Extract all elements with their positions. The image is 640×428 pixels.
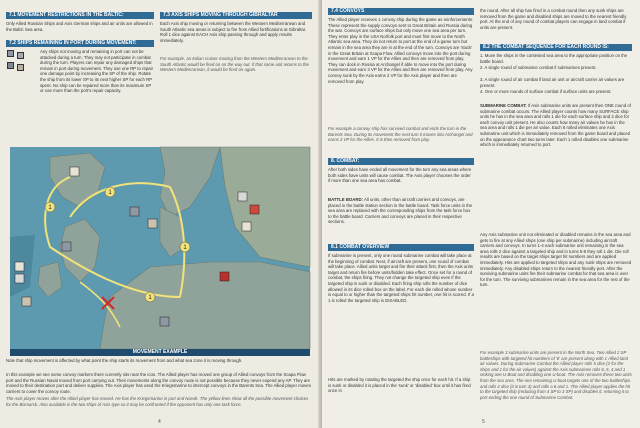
ship-counter <box>17 52 24 59</box>
combat-continued-text: the round. After all ship has fired in a combat round then any sunk ships are removed from the game and disabled ships are moved to the nearest friendly port. At the end of any round of combat players can engage in land combat if units are present. <box>480 8 627 30</box>
ship-counter <box>7 62 14 69</box>
section-8-1-disabled-text: Hits are marked by rotating the targeted the ship once for each hit. If a ship is sunk or disabled it is placed in the 'sunk' or 'disabled' box until it has fired once in <box>328 377 471 394</box>
section-7-1-header: 7.1 MOVEMENT RESTRICTIONS IN THE BALTIC: <box>6 12 154 19</box>
combat-step-3: 3. A single round of air combat if land air unit or aircraft carrier air values are present. <box>480 77 625 88</box>
section-7-4-text: The Allied player receives 1 convoy ship during the game as reinforcements. These represent the supply convoys sent to Great Britain and Russia during the war. Convoys are surface ships but only move one sea area per turn. They enter play in the USA Norfolk port and must first move to the North Atlantic sea area. They do not return to port at the end of a game turn but remain in the sea area they are in at the end of the turn. Convoys are 'stuck' in the Great Britain at Scapa Flow. Allied convoys move into the port during movement and earn 1 VP for the Allies and then are removed from play. They can dock in Russia at Archangel if able to move into the port during movement and earn 3 VP for the Allies and then are removed from play. Any convoy sunk by the Axis earns 2 VP for the Axis player and then are removed from play. <box>328 17 474 84</box>
combat-step-2: 2. A single round of submarine combat if submarines present. <box>480 65 597 70</box>
repair-counter-image <box>7 50 37 74</box>
submarine-example: For example 3 submarine units are present in the North Sea. Two Allied 2 SP battleships with targeted hit numbers of '6' are present along with 1 Allied land air values. During Submarine Combat the Allied player rolls 5 dice (2 for the ships and 1 for the air values) against the Axis submarines rolls 6, 5, 4 and 1 sinking one U-Boat and disabling one U-boat. The Axis removes these two units from the sea area. The one remaining U-boat targets one of the two battleships and rolls 2 dice (it is turn 3) and rolls a 6 and 1. The Allied player applies the hit to the targeted ship (reducing from 4 SP to 3 SP) and disables it, returning it to port ending the one round of Submarine Combat. <box>480 350 632 400</box>
ship-counter <box>7 50 14 57</box>
section-8-2-header: 8.2 THE COMBAT SEQUENCE FOR EACH ROUND IS: <box>480 44 632 51</box>
marker-label: 1 <box>48 205 52 211</box>
section-8-text: After both sides have ended all movement for the turn any sea areas where both sides have units will cause combat. The Axis player chooses the order if more than one sea area has combat. <box>328 167 472 184</box>
map-caption: MOVEMENT EXAMPLE <box>10 349 310 356</box>
submarine-combat-lead: SUBMARINE COMBAT: <box>480 103 527 108</box>
page-number: 5 <box>482 419 485 425</box>
section-8-1-header: 8.1 COMBAT OVERVIEW <box>328 244 474 251</box>
battle-board-text <box>328 197 474 241</box>
right-page <box>322 0 640 428</box>
combat-step-4: 4. One or more rounds of surface combat if surface units are present. <box>480 89 612 94</box>
section-7-4-header: 7.4 CONVOYS <box>328 8 474 15</box>
example-text: In this example we see some convoy markers there currently sits near the icon. The Allied player has moved one group of Allied convoys from the Scapa Flow port and the Russian Naval moved from port carrying out. Their movements along the convoy route is not possible because they never expend any AP. They are moved to their destination port and deliver supplies. The Axis player has used the Kriegsmarine to intercept convoys in the Barents Sea. The Allied player moves carriers to cover the convoy route. <box>6 372 311 394</box>
section-7-2-text-a: Any ships not moving and remaining in port can not be attacked during a turn. They may not participate in combat during the turn. Players can repair any damaged ships that remain in port during movement. They use one RP to repair one damage point by increasing the SP of the ship. Rotate the ship from its lower SP to its next higher SP for each RP spent. No ship can be repaired more than its maximum SP or use more than the port's repair capacity. <box>40 49 154 94</box>
section-7-2-text-b <box>6 79 154 101</box>
marker-label: 1 <box>108 190 112 196</box>
page-number: 4 <box>158 419 161 425</box>
submarine-combat-text-2: Any Axis submarine unit not eliminated or disabled remains in the sea area and gets to fire at any Allied ships (one ship per submarine) including aircraft carriers and convoys. In turns 1-4 each submarine unit remaining in the sea area rolls 2 dice against a targeted ship and in turns 5-8 they roll 1 die. Die roll results are based on the target ships target hit numbers and are applied immediately. Hits are applied to targeted ships and any sunk ships are removed immediately. Any disabled ships return to the nearest friendly port. After the surviving submarine units fire their submarine combat for that sea area is over for the turn. The surviving submarines remain in the sea area for the rest of the turn. <box>480 232 632 288</box>
submarine-combat-body: If Axis submarine units are present then ONE round of submarine combat occurs. The Allied player counts how many SURFACE ship units he has in the sea area and rolls 1 die for each surface ship and 2 dice for each convoy unit present. He also counts how many air values he has in the sea area and rolls 1 die per air value. Each 6 rolled eliminates one Axis submarine unit which is immediately removed from the game board and placed on the appearance chart two turns later. Each 1 rolled disables one submarine which is immediately returned to port. <box>480 103 631 148</box>
section-7-3-example: For example, an Italian cruiser moving from the Western Mediterranean to the South Atlantic would be fired on on the way out. If that same unit returns to the Western Mediterranean, it would be fired on again. <box>160 56 309 73</box>
section-7-3-text: Each Axis ship moving or returning between the Western Mediterranean and South Atlantic sea areas is subject to fire from Allied fortifications at Gibraltar. Roll 1 dice against EACH Axis ship passing through and apply results immediately. <box>160 21 307 43</box>
map-note: Note that ship movement is affected by what point the ship starts its movement from and what sea zone it is moving through. <box>6 358 243 363</box>
submarine-combat-text <box>480 103 632 231</box>
section-8-1-text: If submarine is present, only one round submarine combat will take place at the beginning of combat. Next, if aircraft are present, one round of combat will take place. Allied units target and fire their attack first, then the Axis units target and return fire before units/hidden take effect. Once set for a round of combat, the ships firing. They not change the targeted ship even if the targeted ship is sunk or disabled. Each firing ship rolls the number of dice allowed in its dice rolled box on the label. For each die rolled whose number is equal to or higher than the targeted ships hit number, one hit is scored. If a 1 is rolled the targeted ship is DISABLED. <box>328 253 474 303</box>
section-8-header: 8. COMBAT: <box>328 158 474 165</box>
ship-counter <box>17 64 24 71</box>
marker-label: 1 <box>183 245 187 251</box>
battle-board-body: All units, other than aircraft carriers and convoys, are placed in the battle station section in the battle board. Task force units in the sea area are replaced with the corresponding ships from the task force box to the battle board. Carriers and convoys are placed in their respective sections. <box>328 197 473 225</box>
section-7-3-header: 7.3 AXIS SHIPS MOVING THROUGH GIBRALTAR <box>160 12 312 19</box>
movement-example-map <box>10 147 310 349</box>
battle-board-lead: BATTLE BOARD: <box>328 197 364 202</box>
map-artwork <box>10 147 310 349</box>
marker-label: 1 <box>148 295 152 301</box>
combat-step-1: 1. Move the ships in the contested sea area to the appropriate position on the battle board. <box>480 53 628 64</box>
section-7-4-example: For example a convoy ship has survived combat and ends the turn in the Barents Sea. During its movement the next turn it moves into Archangel and earns 3 VP for the Allies. It is then removed from play. <box>328 126 473 143</box>
section-7-2-header: 7.2 SHIPS REMAINING IN PORT DURING MOVEMENT: <box>6 40 154 47</box>
section-7-1-text: Only Allied Russian Ships and Axis German ships and air units are allowed in the Baltic Sea area. <box>6 21 153 32</box>
example-italic: The Axis player moves after the Allied player has moved. He has the Kriegsmarine in port and Narvik. The yellow lines show all the possible movement choices for the Bismarck. Also available is the two ships of Axis type so it may be confronted if the opponent has only one task force. <box>6 396 309 407</box>
